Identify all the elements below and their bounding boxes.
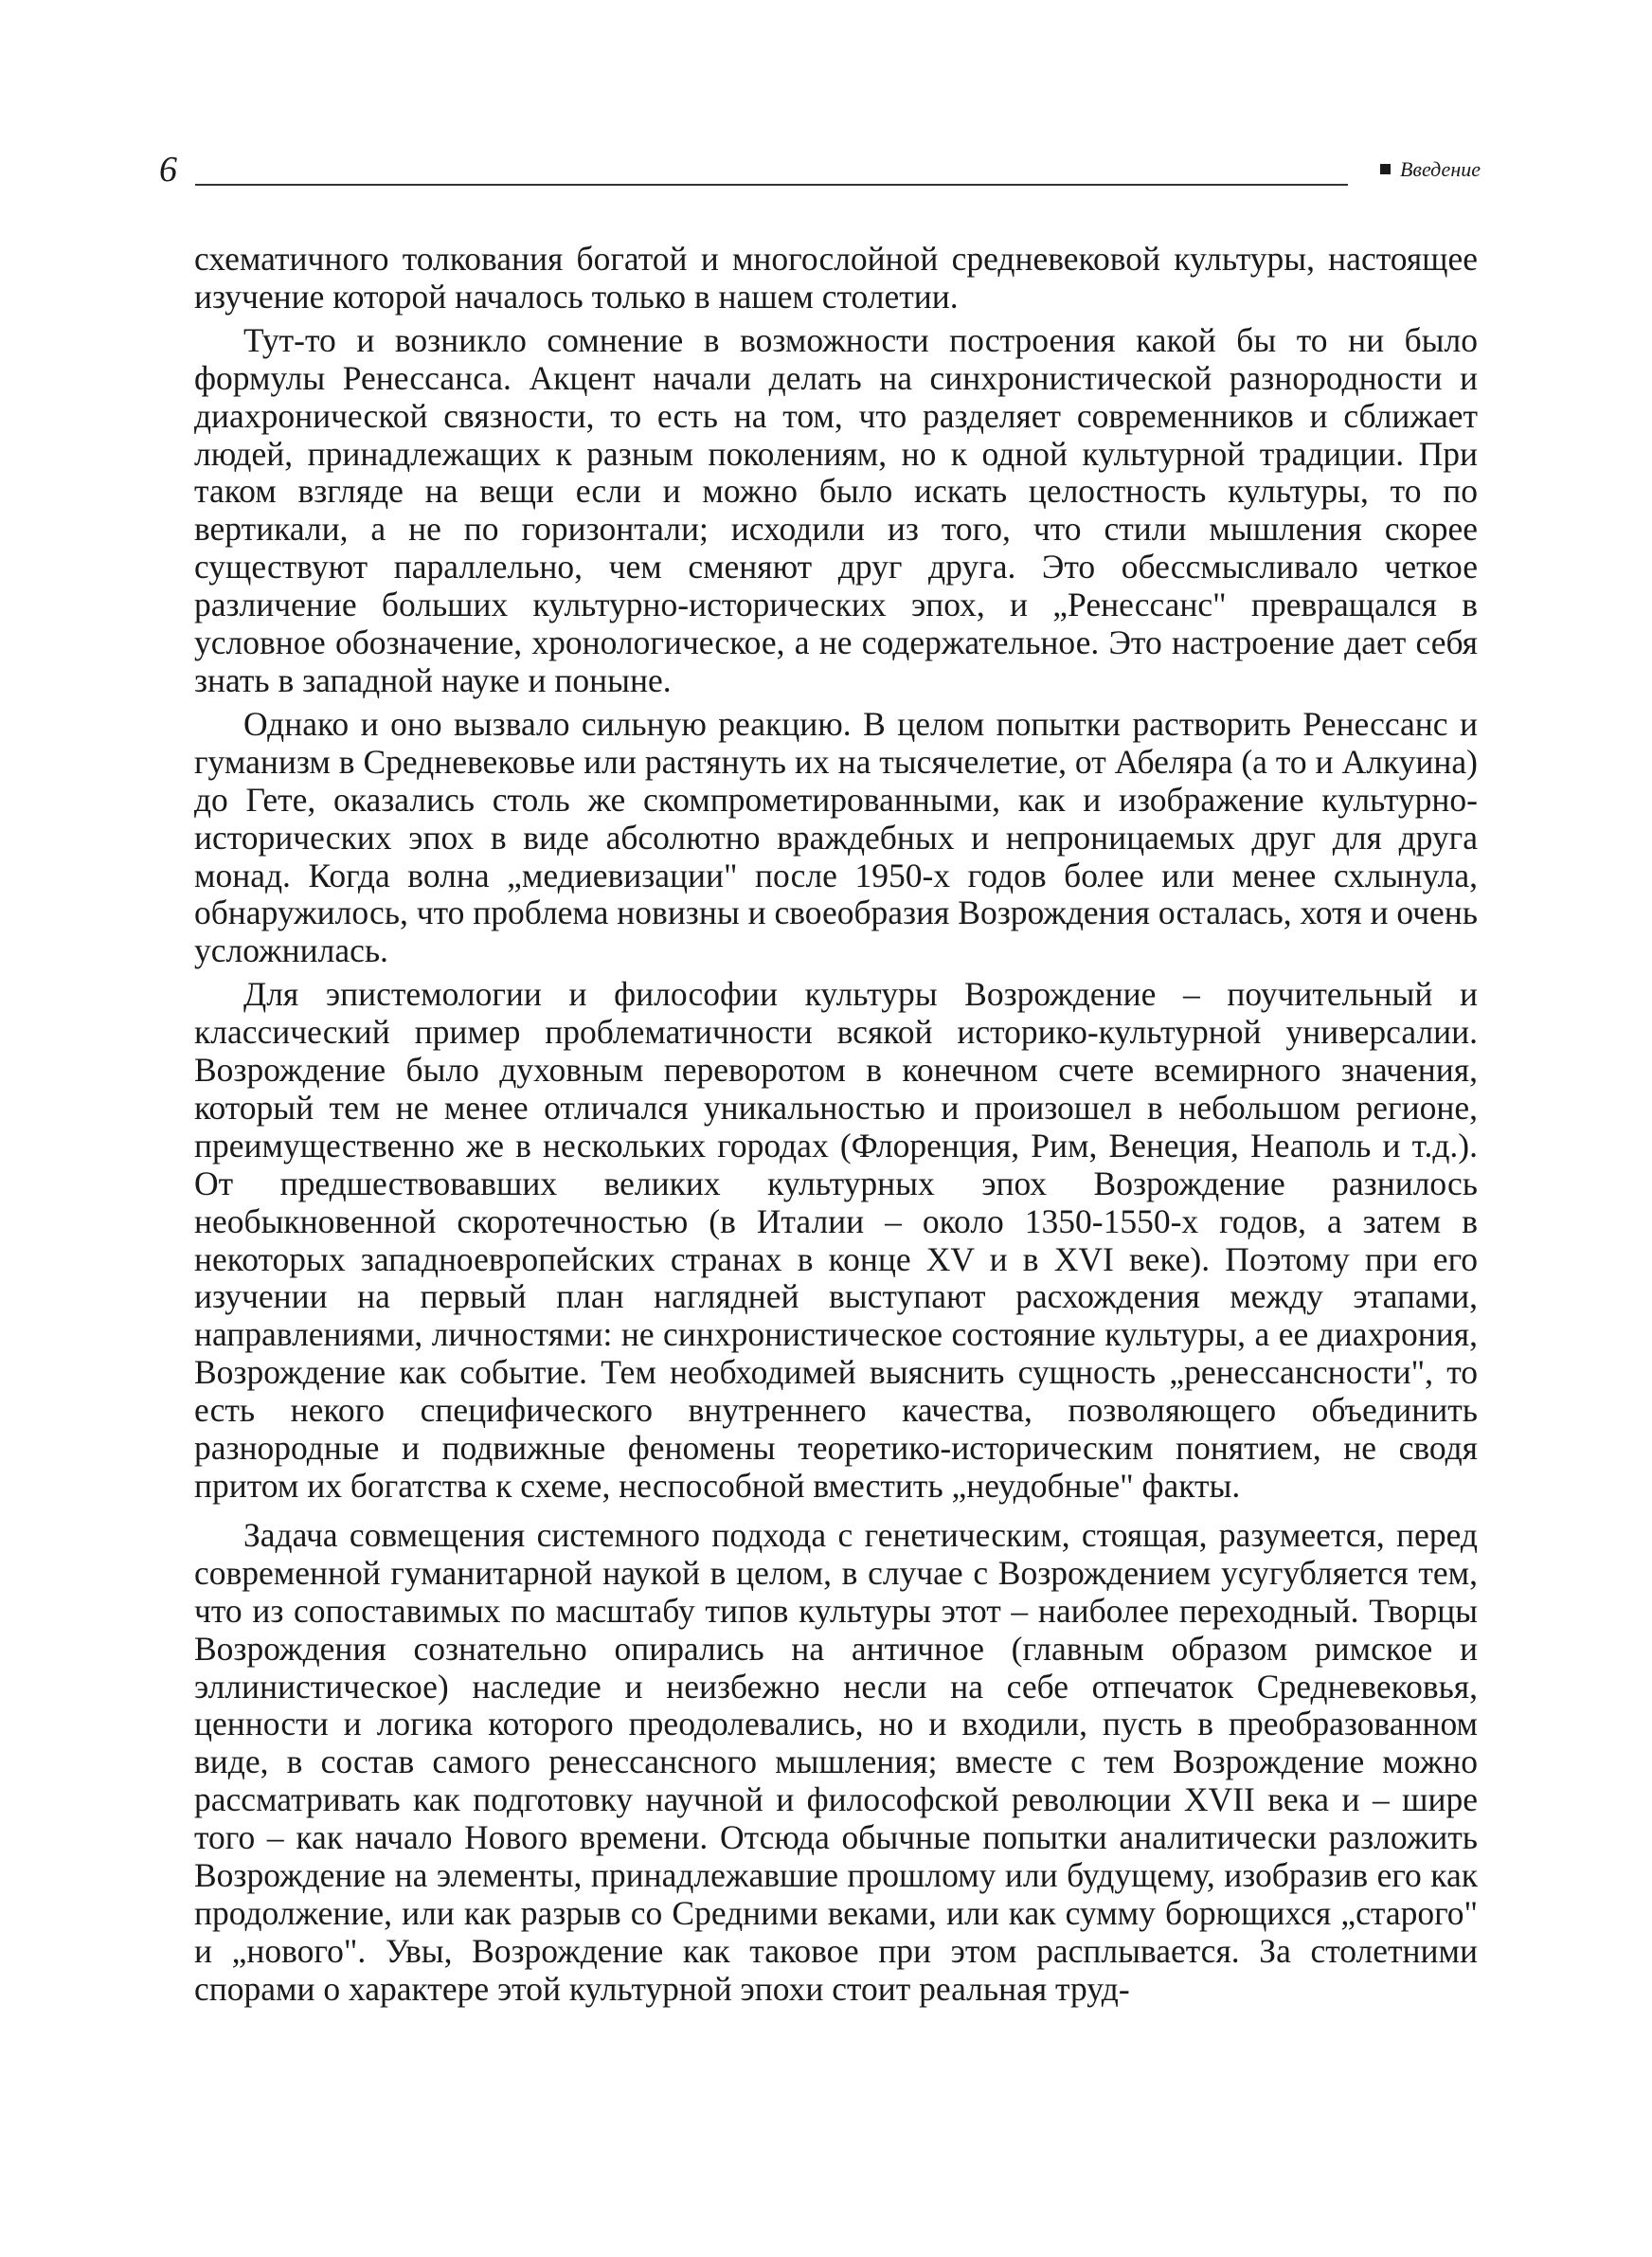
section-title-text: Введение bbox=[1399, 157, 1481, 181]
header-rule bbox=[195, 184, 1348, 186]
paragraph-4: Для эпистемологии и философии культуры Возрождение – поучительный и классический пример проблематичности всякой историко-культурной универсалии. Возрождение было духовным переворотом в конечном счете всемирного значения, который тем не менее отличался уникальностью и произошел в небольшом регионе, преимущественно же в нескольких городах (Флоренция, Рим, Венеция, Неаполь и т.д.). От предшествовавших великих культурных эпох Возрождение разнилось необыкновенной скоротечностью (в Италии – около 1350-1550-х годов, а затем в некоторых западноевропейских странах в конце XV и в XVI веке). Поэтому при его изучении на первый план наглядней выступают расхождения между этапами, направлениями, личностями: не синхронистическое состояние культуры, а ее диахрония, Возрождение как событие. Тем необходимей выяснить сущность „ренессансности", то есть некого специфического внутреннего качества, позволяющего объединить разнородные и подвижные феномены теоретико-историческим понятием, не сводя притом их богатства к схеме, неспособной вместить „неудобные" факты. bbox=[194, 975, 1478, 1505]
paragraph-3: Однако и оно вызвало сильную реакцию. В целом попытки растворить Ренессанс и гуманизм в Средневековье или растянуть их на тысячелетие, от Абеляра (а то и Алкуина) до Гете, оказались столь же скомпрометированными, как и изображение культурно-исторических эпох в виде абсолютно враждебных и непроницаемых друг для друга монад. Когда волна „медиевизации" после 1950-х годов более или менее схлынула, обнаружилось, что проблема новизны и своеобразия Возрождения осталась, хотя и очень усложнилась. bbox=[194, 704, 1478, 970]
paragraph-5: Задача совмещения системного подхода с генетическим, стоящая, разумеется, перед современной гуманитарной наукой в целом, в случае с Возрождением усугубляется тем, что из сопоставимых по масштабу типов культуры этот – наиболее переходный. Творцы Возрождения сознательно опирались на античное (главным образом римское и эллинистическое) наследие и неизбежно несли на себе отпечаток Средневековья, ценности и логика которого преодолевались, но и входили, пусть в преобразованном виде, в состав самого ренессансного мышления; вместе с тем Возрождение можно рассматривать как подготовку научной и философской революции XVII века и – шире того – как начало Нового времени. Отсюда обычные попытки аналитически разложить Возрождение на элементы, принадлежавшие прошлому или будущему, изобразив его как продолжение, или как разрыв со Средними веками, или как сумму борющихся „старого" и „нового". Увы, Возрождение как таковое при этом расплывается. За столетними спорами о характере этой культурной эпохи стоит реальная труд- bbox=[194, 1515, 1478, 2008]
body-text bbox=[194, 241, 1478, 2014]
section-title bbox=[1380, 157, 1481, 182]
square-bullet-icon bbox=[1380, 164, 1391, 174]
page-number: 6 bbox=[159, 150, 177, 190]
paragraph-1: схематичного толкования богатой и многослойной средневековой культуры, настоящее изучение которой началось только в нашем столетии. bbox=[194, 240, 1478, 316]
paragraph-2: Тут-то и возникло сомнение в возможности построения какой бы то ни было формулы Ренессанса. Акцент начали делать на синхронистической разнородности и диахронической связности, то есть на том, что разделяет современников и сближает людей, принадлежащих к разным поколениям, но к одной культурной традиции. При таком взгляде на вещи если и можно было искать целостность культуры, то по вертикали, а не по горизонтали; исходили из того, что стили мышления скорее существуют параллельно, чем сменяют друг друга. Это обессмысливало четкое различение больших культурно-исторических эпох, и „Ренессанс" превращался в условное обозначение, хронологическое, а не содержательное. Это настроение дает себя знать в западной науке и поныне. bbox=[194, 320, 1478, 699]
running-header bbox=[159, 152, 1481, 190]
